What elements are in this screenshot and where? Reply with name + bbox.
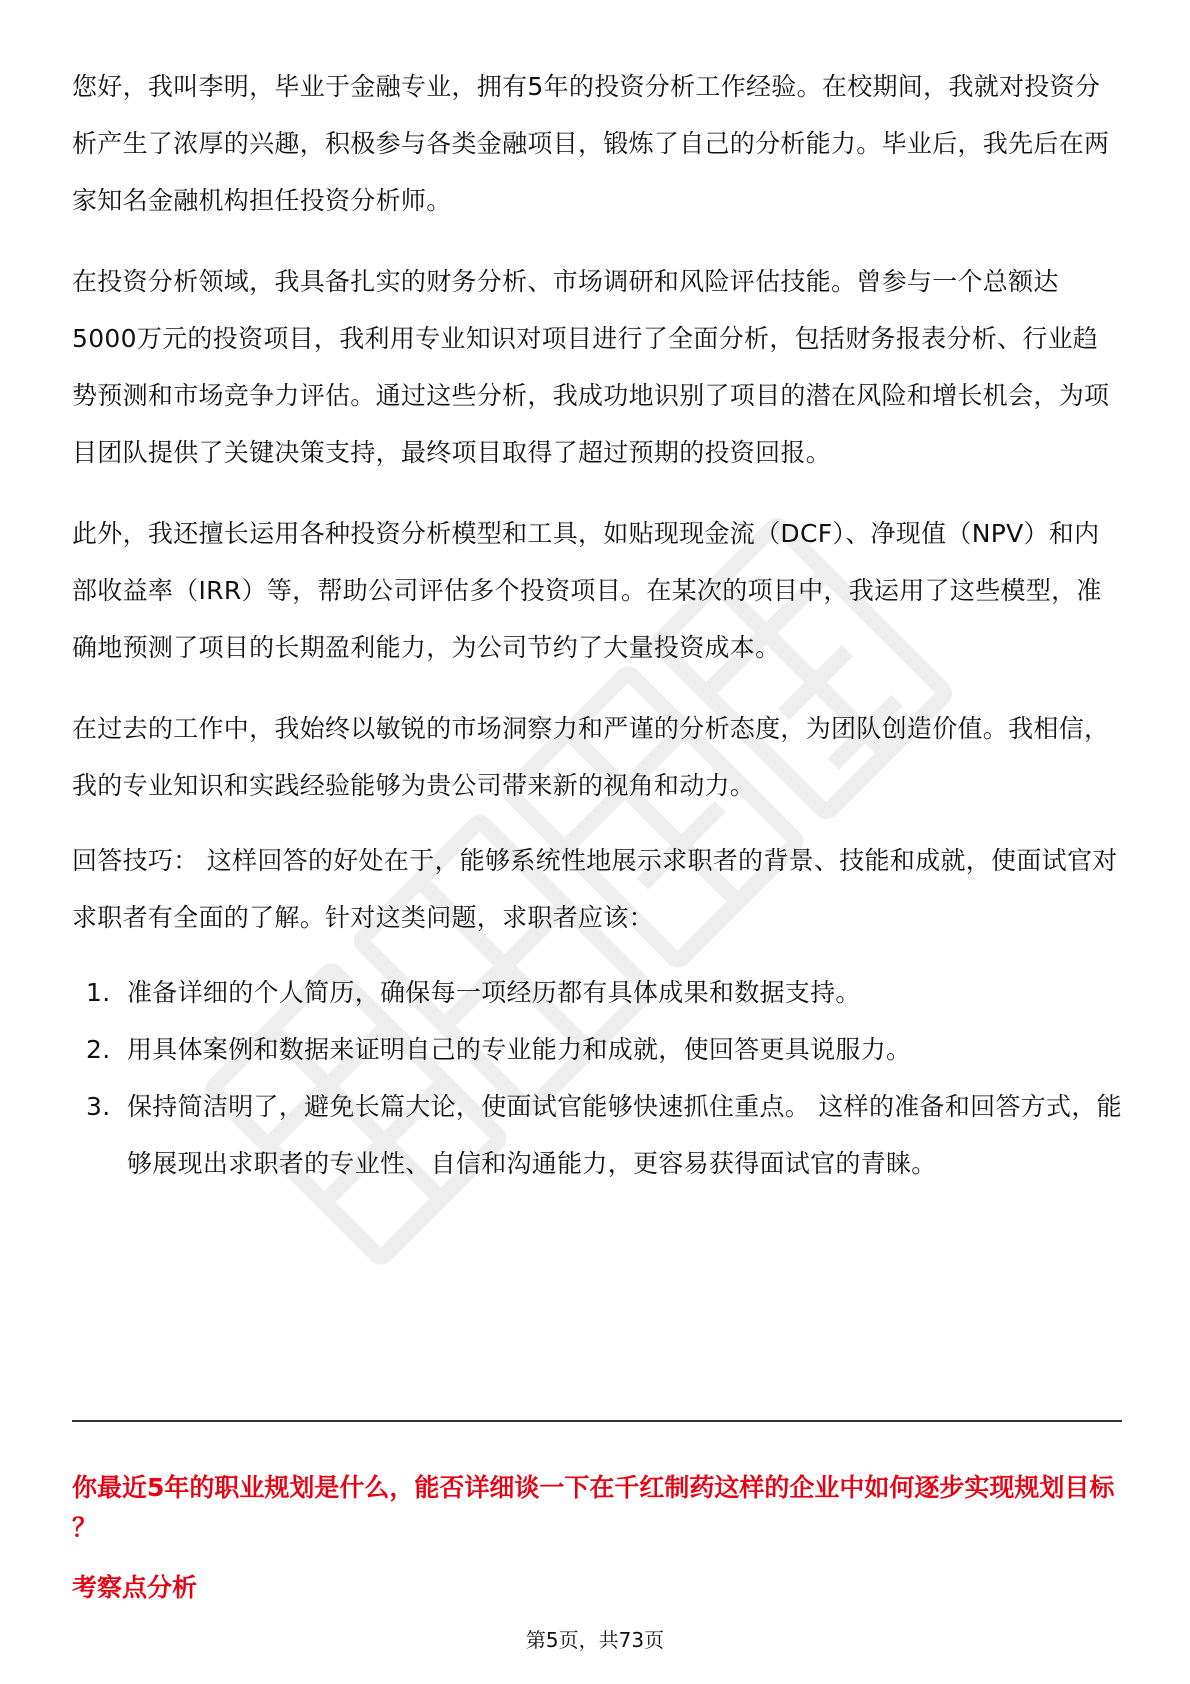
list-item-number: 2. [86, 1035, 111, 1064]
list-item-text: 保持简洁明了，避免长篇大论，使面试官能够快速抓住重点。 这样的准备和回答方式，能够展现出求职者的专业性、自信和沟通能力，更容易获得面试官的青睐。 [127, 1092, 1122, 1178]
skills-paragraph: 在投资分析领域，我具备扎实的财务分析、市场调研和风险评估技能。曾参与一个总额达5000万元的投资项目，我利用专业知识对项目进行了全面分析，包括财务报表分析、行业趋势预测和市场竞争力评估。通过这些分析，我成功地识别了项目的潜在风险和增长机会，为项目团队提供了关键决策支持，最终项目取得了超过预期的投资回报。 [72, 267, 1110, 467]
list-item [72, 1021, 1122, 1078]
list-item-text: 准备详细的个人简历，确保每一项经历都有具体成果和数据支持。 [127, 978, 861, 1007]
tips-list [72, 964, 1122, 1192]
list-item [72, 964, 1122, 1021]
interview-question: 你最近5年的职业规划是什么，能否详细谈一下在千红制药这样的企业中如何逐步实现规划目标 ？ [72, 1473, 1115, 1542]
tools-paragraph: 此外，我还擅长运用各种投资分析模型和工具，如贴现现金流（DCF）、净现值（NPV）和内部收益率（IRR）等，帮助公司评估多个投资项目。在某次的项目中，我运用了这些模型，准确地预测了项目的长期盈利能力，为公司节约了大量投资成本。 [72, 519, 1102, 662]
list-item [72, 1078, 1122, 1192]
answer-content [72, 58, 1122, 1192]
closing-paragraph: 在过去的工作中，我始终以敏锐的市场洞察力和严谨的分析态度，为团队创造价值。我相信，我的专业知识和实践经验能够为贵公司带来新的视角和动力。 [72, 714, 1110, 800]
section-heading: 考察点分析 [72, 1573, 198, 1602]
page-number: 第5页，共73页 [525, 1628, 665, 1652]
tips-intro-paragraph: 回答技巧： 这样回答的好处在于，能够系统性地展示求职者的背景、技能和成就，使面试官对求职者有全面的了解。针对这类问题，求职者应该： [72, 846, 1118, 932]
section-divider [72, 1420, 1122, 1422]
list-item-number: 3. [86, 1092, 111, 1121]
list-item-text: 用具体案例和数据来证明自己的专业能力和成就，使回答更具说服力。 [127, 1035, 912, 1064]
intro-paragraph: 您好，我叫李明，毕业于金融专业，拥有5年的投资分析工作经验。在校期间，我就对投资分析产生了浓厚的兴趣，积极参与各类金融项目，锻炼了自己的分析能力。毕业后，我先后在两家知名金融机构担任投资分析师。 [72, 72, 1110, 215]
list-item-number: 1. [86, 978, 111, 1007]
